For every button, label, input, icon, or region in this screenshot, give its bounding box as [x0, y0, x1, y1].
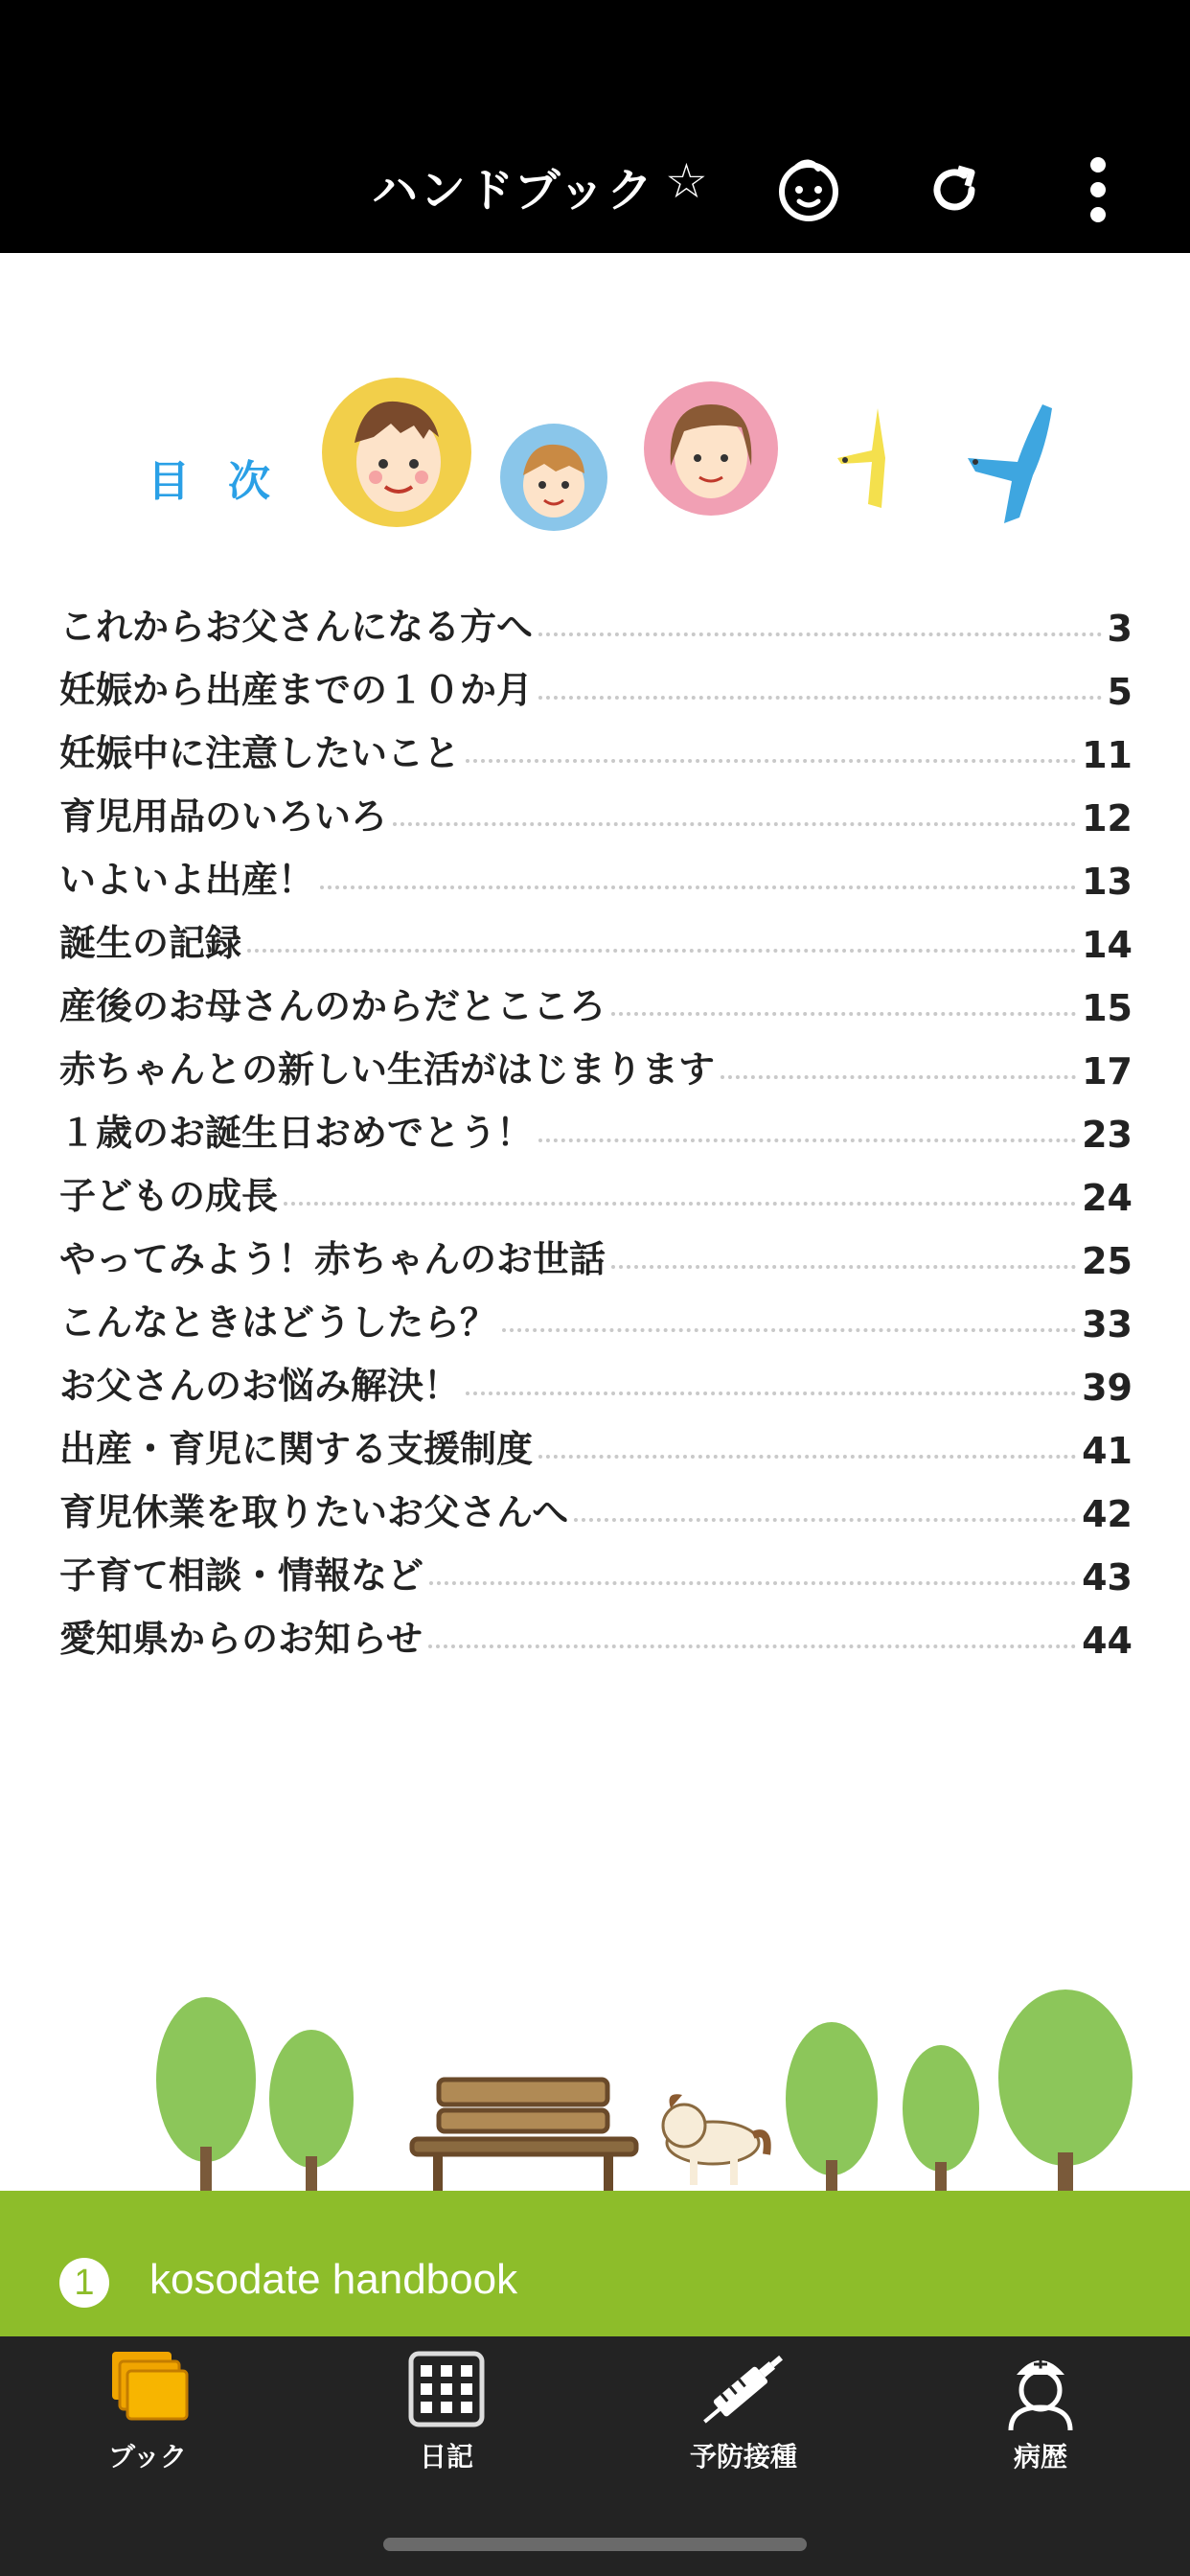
banner-number-badge: 1: [59, 2258, 109, 2308]
nav-medical-history-label: 病歴: [1013, 2441, 1067, 2472]
toc-list: [59, 586, 1133, 1662]
child-illustration: [498, 422, 609, 533]
toc-item[interactable]: 育児用品のいろいろ 12: [59, 795, 1133, 840]
bench-icon: [412, 2080, 636, 2191]
toc-item[interactable]: お父さんのお悩み解決！ 39: [59, 1365, 1133, 1409]
nav-vaccination[interactable]: [638, 2346, 849, 2480]
toc-item[interactable]: 赤ちゃんとの新しい生活がはじまります 17: [59, 1048, 1133, 1092]
toc-item[interactable]: これからお父さんになる方へ 3: [59, 606, 1133, 650]
toc-item[interactable]: やってみよう！赤ちゃんのお世話 25: [59, 1238, 1133, 1282]
book-stack-icon: [104, 2346, 191, 2432]
nav-vaccination-label: 予防接種: [689, 2441, 797, 2472]
toc-item[interactable]: 愛知県からのお知らせ 44: [59, 1618, 1133, 1662]
nav-book[interactable]: [42, 2346, 253, 2480]
toc-item[interactable]: 産後のお母さんのからだとこころ 15: [59, 985, 1133, 1029]
yellow-bird-illustration: [830, 399, 910, 514]
more-vert-icon[interactable]: [1060, 151, 1136, 228]
nav-diary[interactable]: [341, 2346, 552, 2480]
toc-item[interactable]: 子どもの成長 24: [59, 1175, 1133, 1219]
nurse-icon: [997, 2346, 1084, 2432]
page-title: ハンドブック: [372, 164, 655, 218]
blue-bird-illustration: [956, 395, 1064, 529]
nav-diary-label: 日記: [419, 2441, 473, 2472]
toc-item[interactable]: いよいよ出産！ 13: [59, 859, 1133, 903]
mother-illustration: [642, 380, 780, 518]
toc-heading: 目次: [148, 457, 309, 506]
toc-item[interactable]: 出産・育児に関する支援制度 41: [59, 1428, 1133, 1472]
father-illustration: [320, 376, 473, 529]
toc-item[interactable]: こんなときはどうしたら？ 33: [59, 1301, 1133, 1346]
banner-text: kosodate handbook: [149, 2256, 518, 2303]
dog-icon: [663, 2094, 767, 2185]
home-indicator[interactable]: [383, 2538, 807, 2551]
nav-medical-history[interactable]: [935, 2346, 1146, 2480]
calendar-grid-icon: [403, 2346, 490, 2432]
toc-item[interactable]: 妊娠中に注意したいこと 11: [59, 732, 1133, 776]
refresh-icon[interactable]: [916, 151, 993, 228]
baby-face-icon[interactable]: [770, 151, 847, 228]
syringe-icon: [691, 2346, 796, 2432]
nav-book-label: ブック: [107, 2441, 188, 2472]
toc-item[interactable]: 妊娠から出産までの１０か月 5: [59, 669, 1133, 713]
toc-item[interactable]: 誕生の記録 14: [59, 922, 1133, 966]
favorite-star-icon[interactable]: ☆: [665, 153, 708, 209]
toc-item[interactable]: 子育て相談・情報など 43: [59, 1554, 1133, 1598]
toc-item[interactable]: １歳のお誕生日おめでとう！ 23: [59, 1112, 1133, 1156]
park-illustration: [0, 1974, 1190, 2191]
toc-item[interactable]: 育児休業を取りたいお父さんへ 42: [59, 1491, 1133, 1535]
